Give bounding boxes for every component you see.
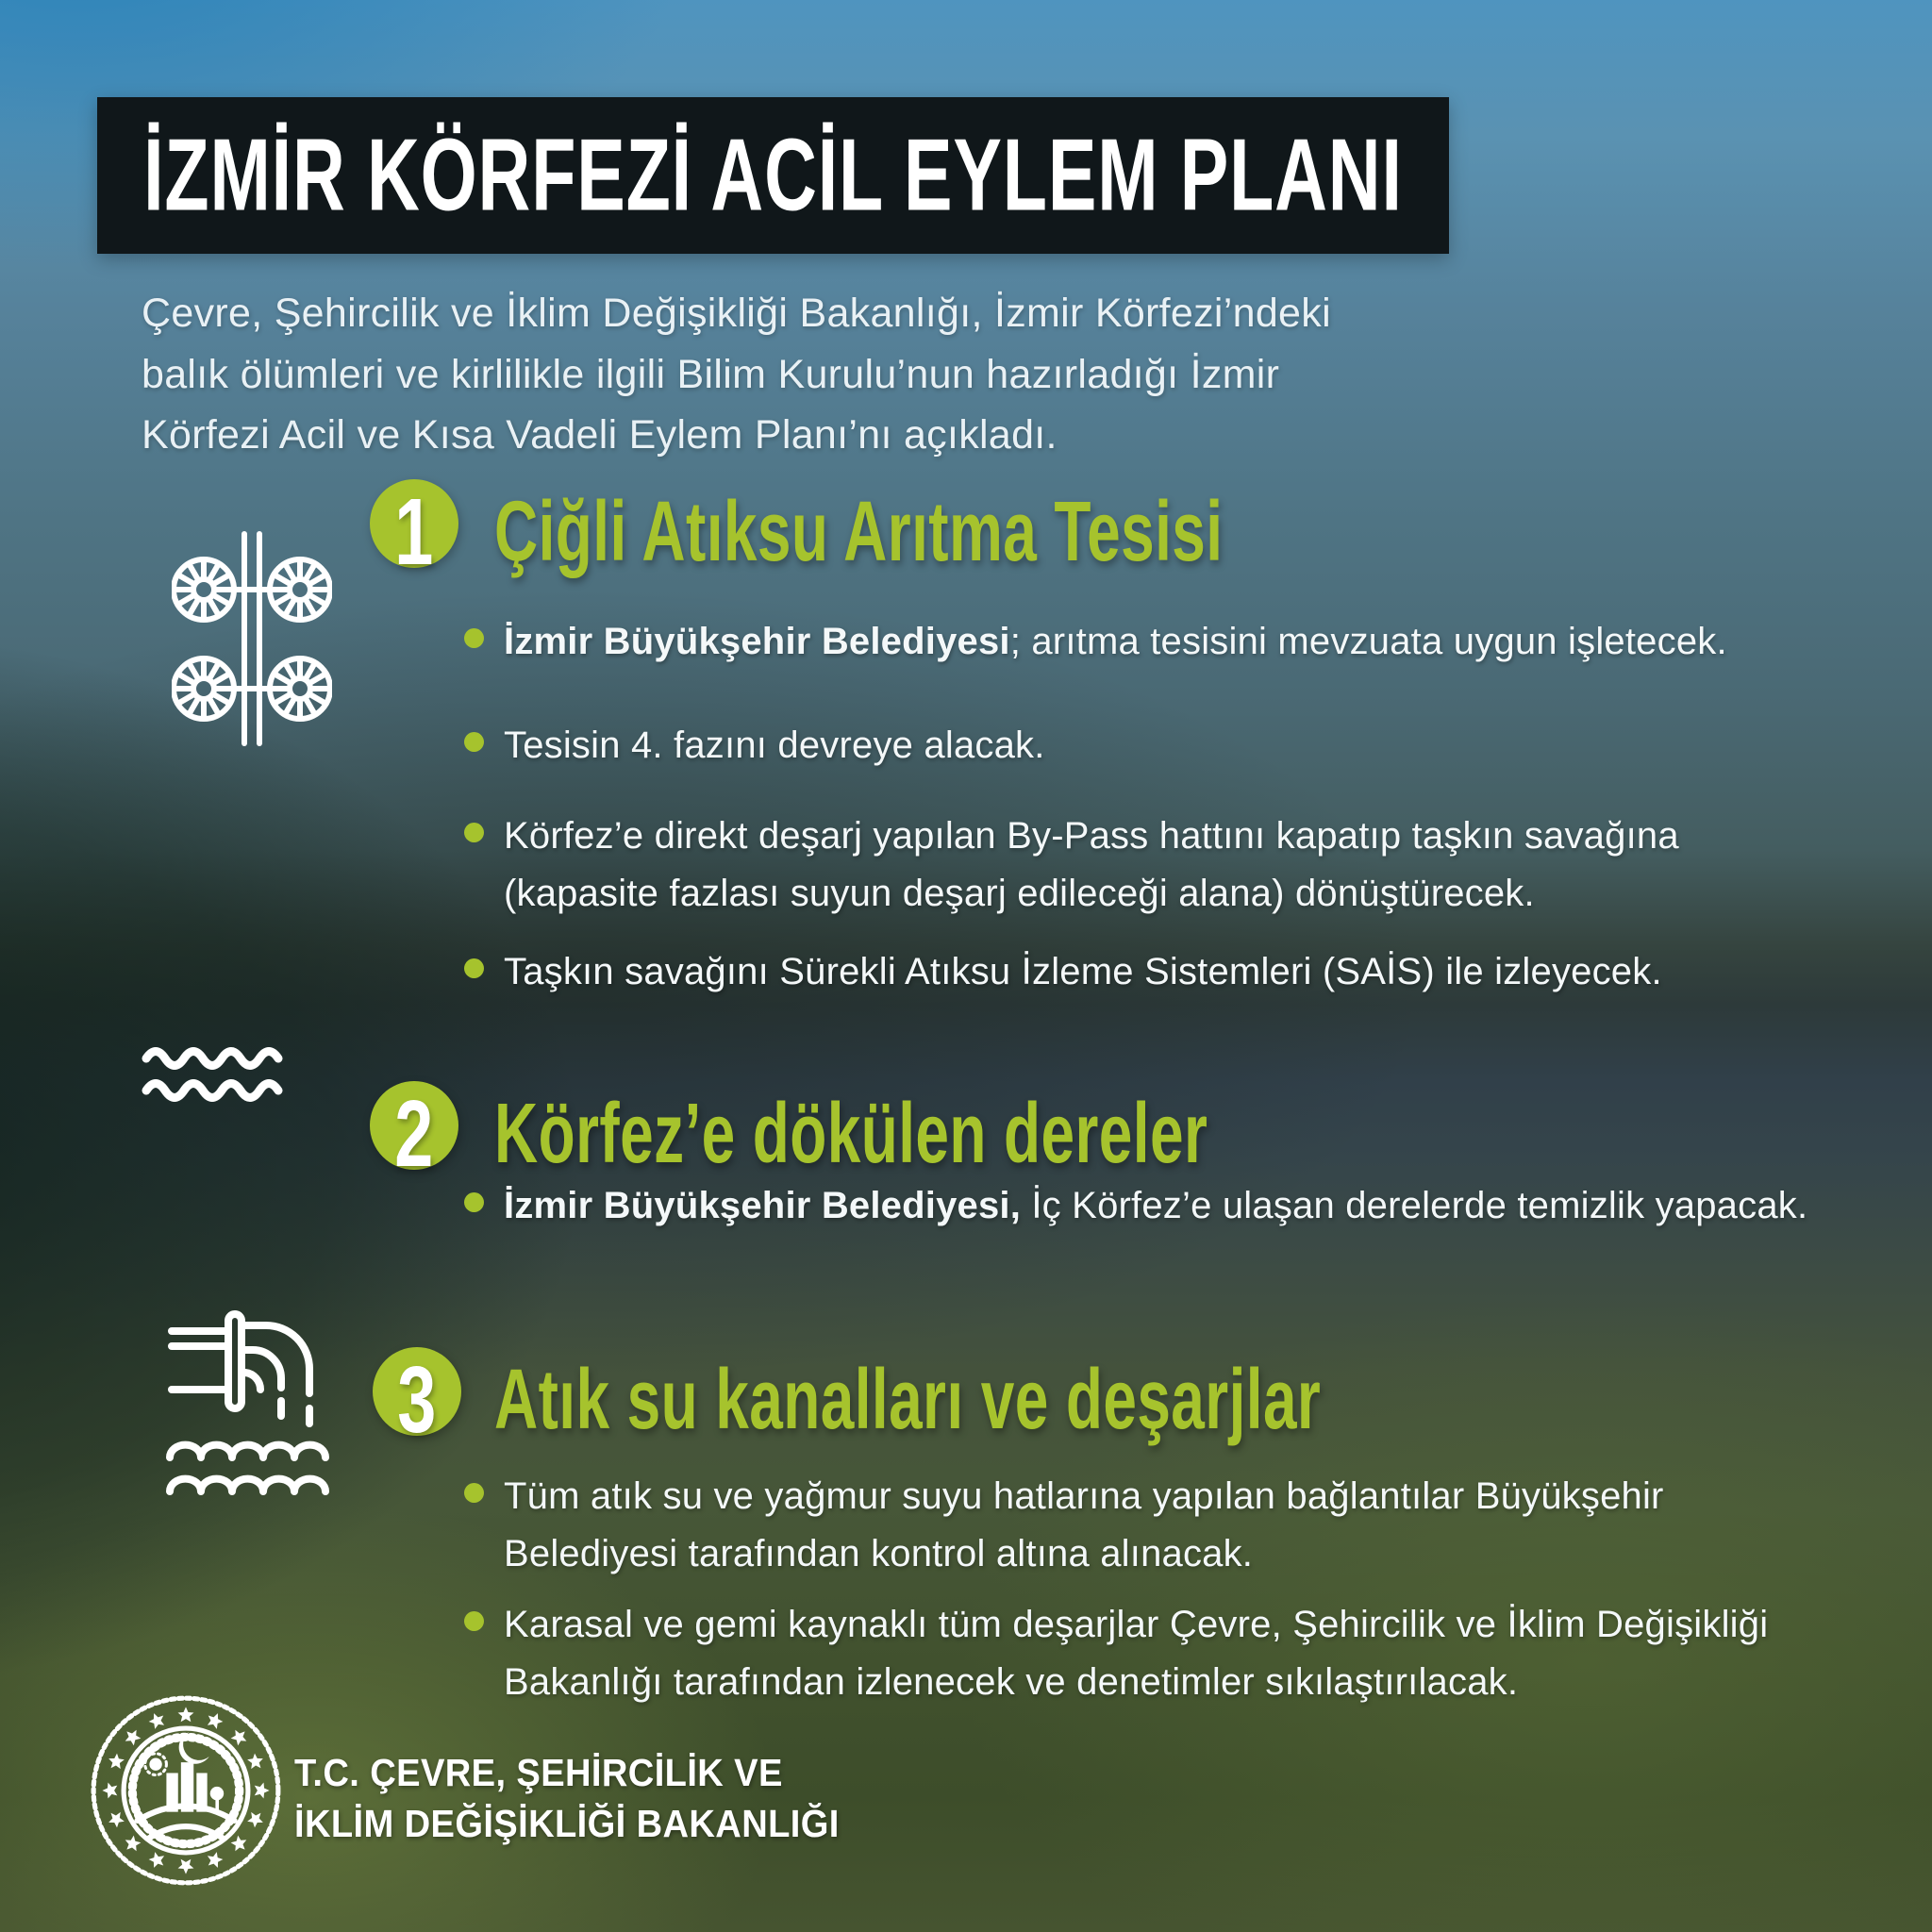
section-1-number-badge	[370, 479, 458, 585]
bullet-text: Tüm atık su ve yağmur suyu hatlarına yapılan bağlantılar Büyükşehir Belediyesi tarafından kontrol altına alınacak.	[504, 1475, 1664, 1574]
bullet-text: Körfez’e direkt deşarj yapılan By-Pass hattını kapatıp taşkın savağına (kapasite fazlası suyun deşarj edileceği alana) dönüştürecek.	[504, 815, 1679, 914]
ministry-name	[294, 1747, 840, 1849]
intro-paragraph	[142, 283, 1613, 466]
title-bar	[97, 97, 1449, 254]
intro-line: balık ölümleri ve kirlilikle ilgili Bilim Kurulu’nun hazırladığı İzmir	[142, 351, 1280, 397]
list-item	[464, 1596, 1785, 1711]
intro-line: Çevre, Şehircilik ve İklim Değişikliği Bakanlığı, İzmir Körfezi’ndeki	[142, 291, 1331, 336]
bullet-dot-icon	[464, 958, 484, 978]
bullet-lead: İzmir Büyükşehir Belediyesi	[504, 621, 1010, 662]
bullet-dot-icon	[464, 823, 484, 842]
ministry-name-line: T.C. ÇEVRE, ŞEHİRCİLİK VE	[294, 1751, 783, 1794]
list-item	[464, 1468, 1794, 1583]
bullet-dot-icon	[464, 1192, 484, 1212]
bullet-dot-icon	[464, 1483, 484, 1503]
section-2-heading: Körfez’e dökülen dereler	[494, 1085, 1208, 1181]
list-item	[464, 943, 1879, 1001]
section-number: 1	[394, 479, 434, 585]
bullet-text: İç Körfez’e ulaşan derelerde temizlik yapacak.	[1021, 1185, 1808, 1226]
section-2-number-badge	[370, 1081, 458, 1187]
bullet-text: Tesisin 4. fazını devreye alacak.	[504, 724, 1045, 766]
ministry-name-line: İKLİM DEĞİŞİKLİĞİ BAKANLIĞI	[294, 1802, 840, 1846]
bullet-text: Taşkın savağını Sürekli Atıksu İzleme Sistemleri (SAİS) ile izleyecek.	[504, 951, 1662, 992]
section-number: 3	[397, 1347, 437, 1453]
bullet-text: Karasal ve gemi kaynaklı tüm deşarjlar Çevre, Şehircilik ve İklim Değişikliği Bakanlığı tarafından izlenecek ve denetimler sıkılaştırılacak.	[504, 1604, 1769, 1703]
list-item	[464, 1177, 1813, 1235]
intro-line: Körfezi Acil ve Kısa Vadeli Eylem Planı’nı açıkladı.	[142, 412, 1058, 458]
bullet-dot-icon	[464, 732, 484, 752]
bullet-lead: İzmir Büyükşehir Belediyesi,	[504, 1185, 1022, 1226]
section-number: 2	[394, 1081, 434, 1187]
list-item	[464, 613, 1879, 671]
section-1-heading: Çiğli Atıksu Arıtma Tesisi	[494, 483, 1224, 579]
waves-icon	[142, 1040, 294, 1109]
section-3-number-badge	[373, 1347, 461, 1453]
bullet-text: ; arıtma tesisini mevzuata uygun işletecek.	[1009, 621, 1727, 662]
discharge-pipe-icon	[162, 1307, 341, 1509]
page-title: İZMİR KÖRFEZİ ACİL EYLEM PLANI	[143, 118, 1403, 232]
bullet-dot-icon	[464, 1611, 484, 1631]
bullet-dot-icon	[464, 628, 484, 648]
list-item	[464, 717, 1879, 774]
section-3-heading: Atık su kanalları ve deşarjlar	[494, 1351, 1322, 1447]
list-item	[464, 808, 1841, 923]
treatment-plant-icon	[172, 526, 332, 753]
ministry-emblem-icon	[89, 1693, 283, 1888]
